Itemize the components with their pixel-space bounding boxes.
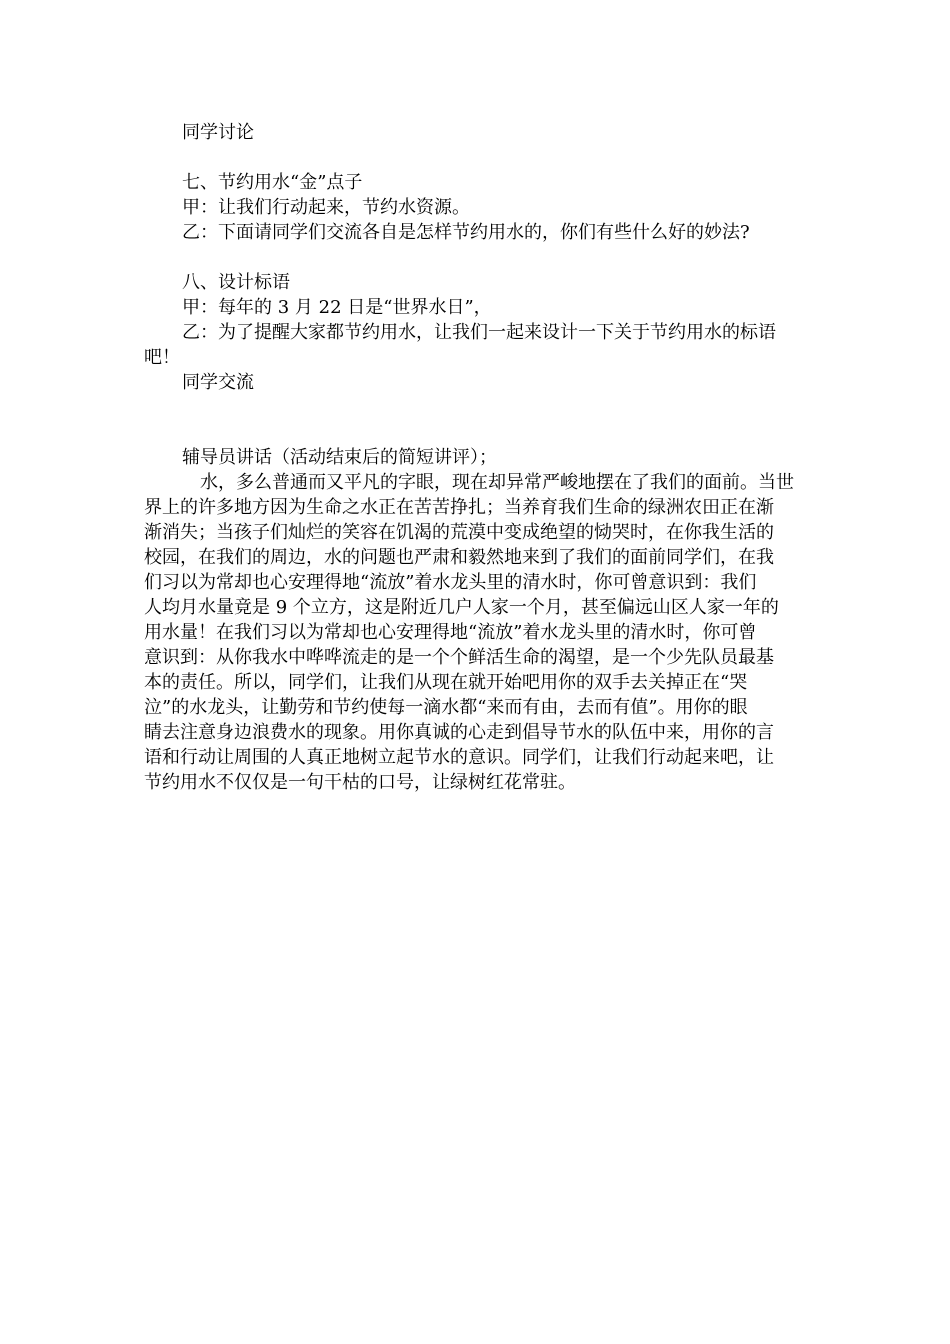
speech-line: 渐消失；当孩子们灿烂的笑容在饥渴的荒漠中变成绝望的恸哭时，在你我生活的	[144, 522, 774, 543]
speech-line: 界上的许多地方因为生命之水正在苦苦挣扎；当养育我们生命的绿洲农田正在渐	[144, 497, 774, 518]
blank-line	[144, 420, 808, 445]
exchange-line: 同学交流	[182, 372, 254, 393]
blank-line	[144, 395, 808, 420]
speech-line: 睛去注意身边浪费水的现象。用你真诚的心走到倡导节水的队伍中来，用你的言	[144, 722, 774, 743]
section-7-yi-line: 乙：下面请同学们交流各自是怎样节约用水的，你们有些什么好的妙法?	[182, 222, 750, 243]
section-8-yi-line-2: 吧！	[144, 347, 180, 368]
counselor-speech	[144, 470, 808, 795]
speech-line: 用水量！在我们习以为常却也心安理得地“流放”着水龙头里的清水时，你可曾	[144, 622, 757, 643]
speech-line: 语和行动让周围的人真正地树立起节水的意识。同学们，让我们行动起来吧，让	[144, 747, 774, 768]
speech-line: 泣”的水龙头，让勤劳和节约使每一滴水都“来而有由，去而有值”。用你的眼	[144, 697, 748, 718]
section-7-heading: 七、节约用水“金”点子	[182, 172, 363, 193]
section-8-heading: 八、设计标语	[182, 272, 290, 293]
discussion-line: 同学讨论	[182, 122, 254, 143]
speech-line: 校园，在我们的周边，水的问题也严肃和毅然地来到了我们的面前同学们，在我	[144, 547, 774, 568]
speech-line: 意识到：从你我水中哗哗流走的是一个个鲜活生命的渴望，是一个少先队员最基	[144, 647, 774, 668]
section-8-jia-line: 甲：每年的 3 月 22 日是“世界水日”，	[182, 297, 492, 318]
section-8-yi-line-1: 乙：为了提醒大家都节约用水，让我们一起来设计一下关于节约用水的标语	[182, 322, 776, 343]
speech-line: 水，多么普通而又平凡的字眼，现在却异常严峻地摆在了我们的面前。当世	[200, 472, 794, 493]
speech-line: 本的责任。所以，同学们，让我们从现在就开始吧用你的双手去关掉正在“哭	[144, 672, 748, 693]
speech-line: 节约用水不仅仅是一句干枯的口号，让绿树红花常驻。	[144, 772, 576, 793]
speech-line: 人均月水量竟是 9 个立方，这是附近几户人家一个月，甚至偏远山区人家一年的	[144, 597, 779, 618]
blank-line	[144, 145, 808, 170]
section-7-jia-line: 甲：让我们行动起来，节约水资源。	[182, 197, 470, 218]
speech-line: 们习以为常却也心安理得地“流放”着水龙头里的清水时，你可曾意识到：我们	[144, 572, 757, 593]
blank-line	[144, 245, 808, 270]
document-body	[144, 120, 808, 795]
counselor-heading: 辅导员讲话（活动结束后的简短讲评）；	[182, 447, 497, 468]
